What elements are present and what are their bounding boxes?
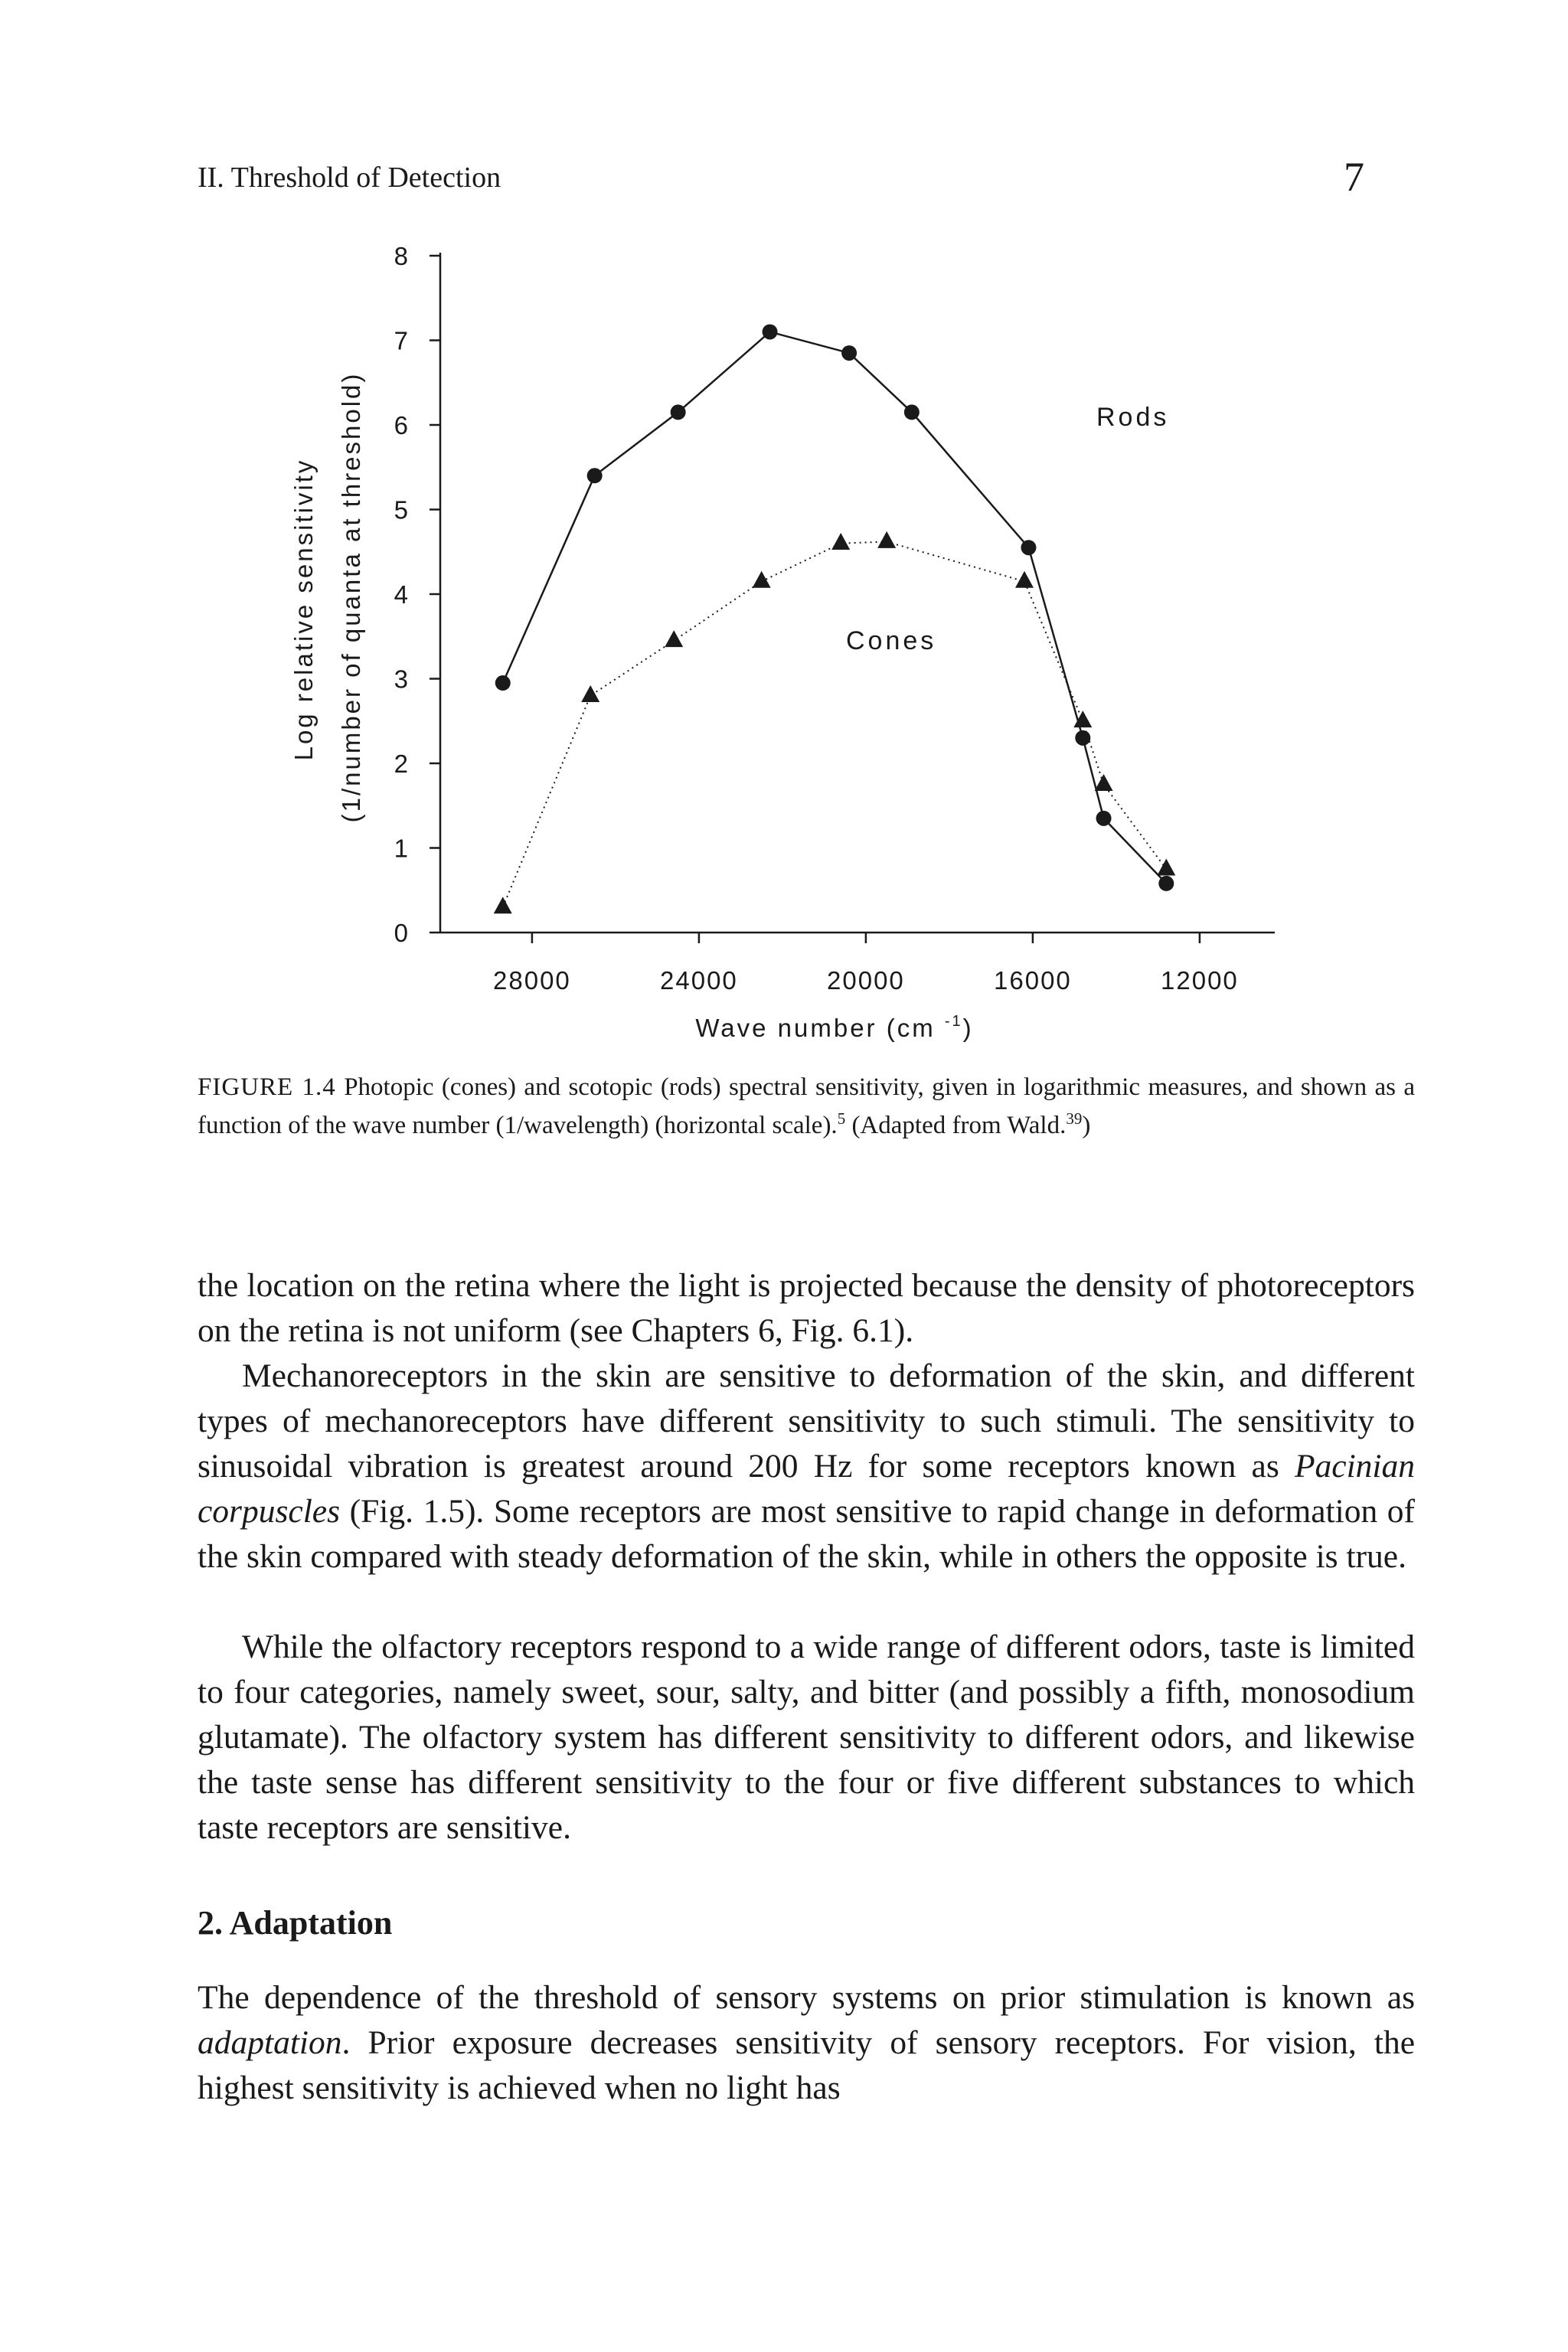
running-head: II. Threshold of Detection (198, 162, 501, 194)
paragraph-text: Mechanoreceptors in the skin are sensitive to deformation of the skin, and different types of mechanoreceptors have different sensitivity to such stimuli. The sensitivity to sinusoidal vibration is greatest around 200 Hz for some receptors known as (198, 1357, 1415, 1485)
body-paragraph: While the olfactory receptors respond to a wide range of different odors, taste is limited to four categories, namely sweet, sour, salty, and bitter (and possibly a fifth, monosodium glutamate). The olfactory system has different sensitivity to different odors, and likewise the taste sense has different sensitivity to the four or five different substances to which taste receptors are sensitive. (198, 1628, 1415, 1846)
paragraph-text: . Prior exposure decreases sensitivity of sensory receptors. For vision, the highest sensitivity is achieved when no light has (198, 2024, 1415, 2106)
y-tick-label: 2 (394, 750, 408, 778)
y-tick-label: 4 (394, 580, 408, 609)
y-tick-label: 0 (394, 919, 408, 947)
y-tick-label: 5 (394, 495, 408, 524)
x-tick-label: 24000 (660, 966, 738, 995)
body-paragraph (198, 1975, 1415, 2111)
rods-data-point (495, 675, 511, 691)
rods-series-line (503, 332, 1170, 883)
rods-data-point (1158, 876, 1174, 891)
y-tick-label: 7 (394, 326, 408, 355)
rods-data-point (841, 345, 857, 361)
cones-data-point (1015, 571, 1034, 588)
caption-reference: 5 (837, 1109, 846, 1128)
x-tick-label: 12000 (1161, 966, 1239, 995)
emphasis-term: Pacinian corpuscles (198, 1448, 1415, 1530)
x-tick-label: 20000 (827, 966, 905, 995)
rods-data-point (904, 404, 920, 420)
caption-text-adapted: (Adapted from Wald. (845, 1112, 1067, 1139)
caption-text-end: ) (1082, 1112, 1091, 1139)
rods-data-point (763, 324, 778, 339)
x-tick-label: 28000 (493, 966, 571, 995)
cones-data-point (494, 897, 512, 913)
x-axis-label: Wave number (cm $^{-1}$) (695, 1013, 974, 1042)
x-tick-label: 16000 (994, 966, 1072, 995)
emphasis-term: adaptation (198, 2024, 342, 2061)
chart-markers (494, 324, 1176, 913)
y-tick-label: 8 (394, 242, 408, 270)
rods-data-point (1075, 730, 1090, 746)
y-tick-label: 3 (394, 665, 408, 694)
body-paragraph (198, 1354, 1415, 1579)
cones-data-point (581, 685, 599, 702)
rods-annotation: Rods (1096, 403, 1170, 432)
y-tick-label: 1 (394, 834, 408, 863)
cones-data-point (831, 533, 850, 550)
cones-annotation: Cones (846, 626, 937, 655)
y-axis-label: (1/number of quanta at threshold) (337, 371, 365, 823)
cones-data-point (1095, 774, 1113, 791)
paragraph-text: (Fig. 1.5). Some receptors are most sensitive to rapid change in deformation of the skin compared with steady deformation of the skin, while in others the opposite is true. (198, 1493, 1415, 1575)
chart-labels (289, 242, 1239, 1042)
figure-caption (198, 1068, 1415, 1145)
rods-data-point (1096, 811, 1112, 826)
chart-lines (503, 332, 1170, 906)
spectral-sensitivity-chart (0, 0, 1568, 1064)
caption-reference: 39 (1066, 1109, 1083, 1128)
cones-series-line (503, 541, 1167, 906)
caption-label: FIGURE 1.4 (198, 1073, 336, 1101)
section-heading: 2. Adaptation (198, 1904, 393, 1942)
caption-text: Photopic (cones) and scotopic (rods) spectral sensitivity, given in logarithmic measures, and shown as a function of the wave number (1/wavelength) (horizontal scale). (198, 1073, 1415, 1139)
y-tick-label: 6 (394, 411, 408, 439)
cones-data-point (753, 571, 771, 588)
cones-data-point (665, 630, 683, 647)
cones-data-point (877, 531, 896, 548)
rods-data-point (671, 404, 686, 420)
body-paragraph: the location on the retina where the light is projected because the density of photoreceptors on the retina is not uniform (see Chapters 6, Fig. 6.1). (198, 1267, 1415, 1349)
rods-data-point (1021, 540, 1036, 555)
y-axis-label: Log relative sensitivity (289, 458, 318, 761)
paragraph-text: The dependence of the threshold of sensory systems on prior stimulation is known as (198, 1979, 1415, 2016)
page-number: 7 (1344, 154, 1364, 200)
rods-data-point (587, 468, 603, 483)
